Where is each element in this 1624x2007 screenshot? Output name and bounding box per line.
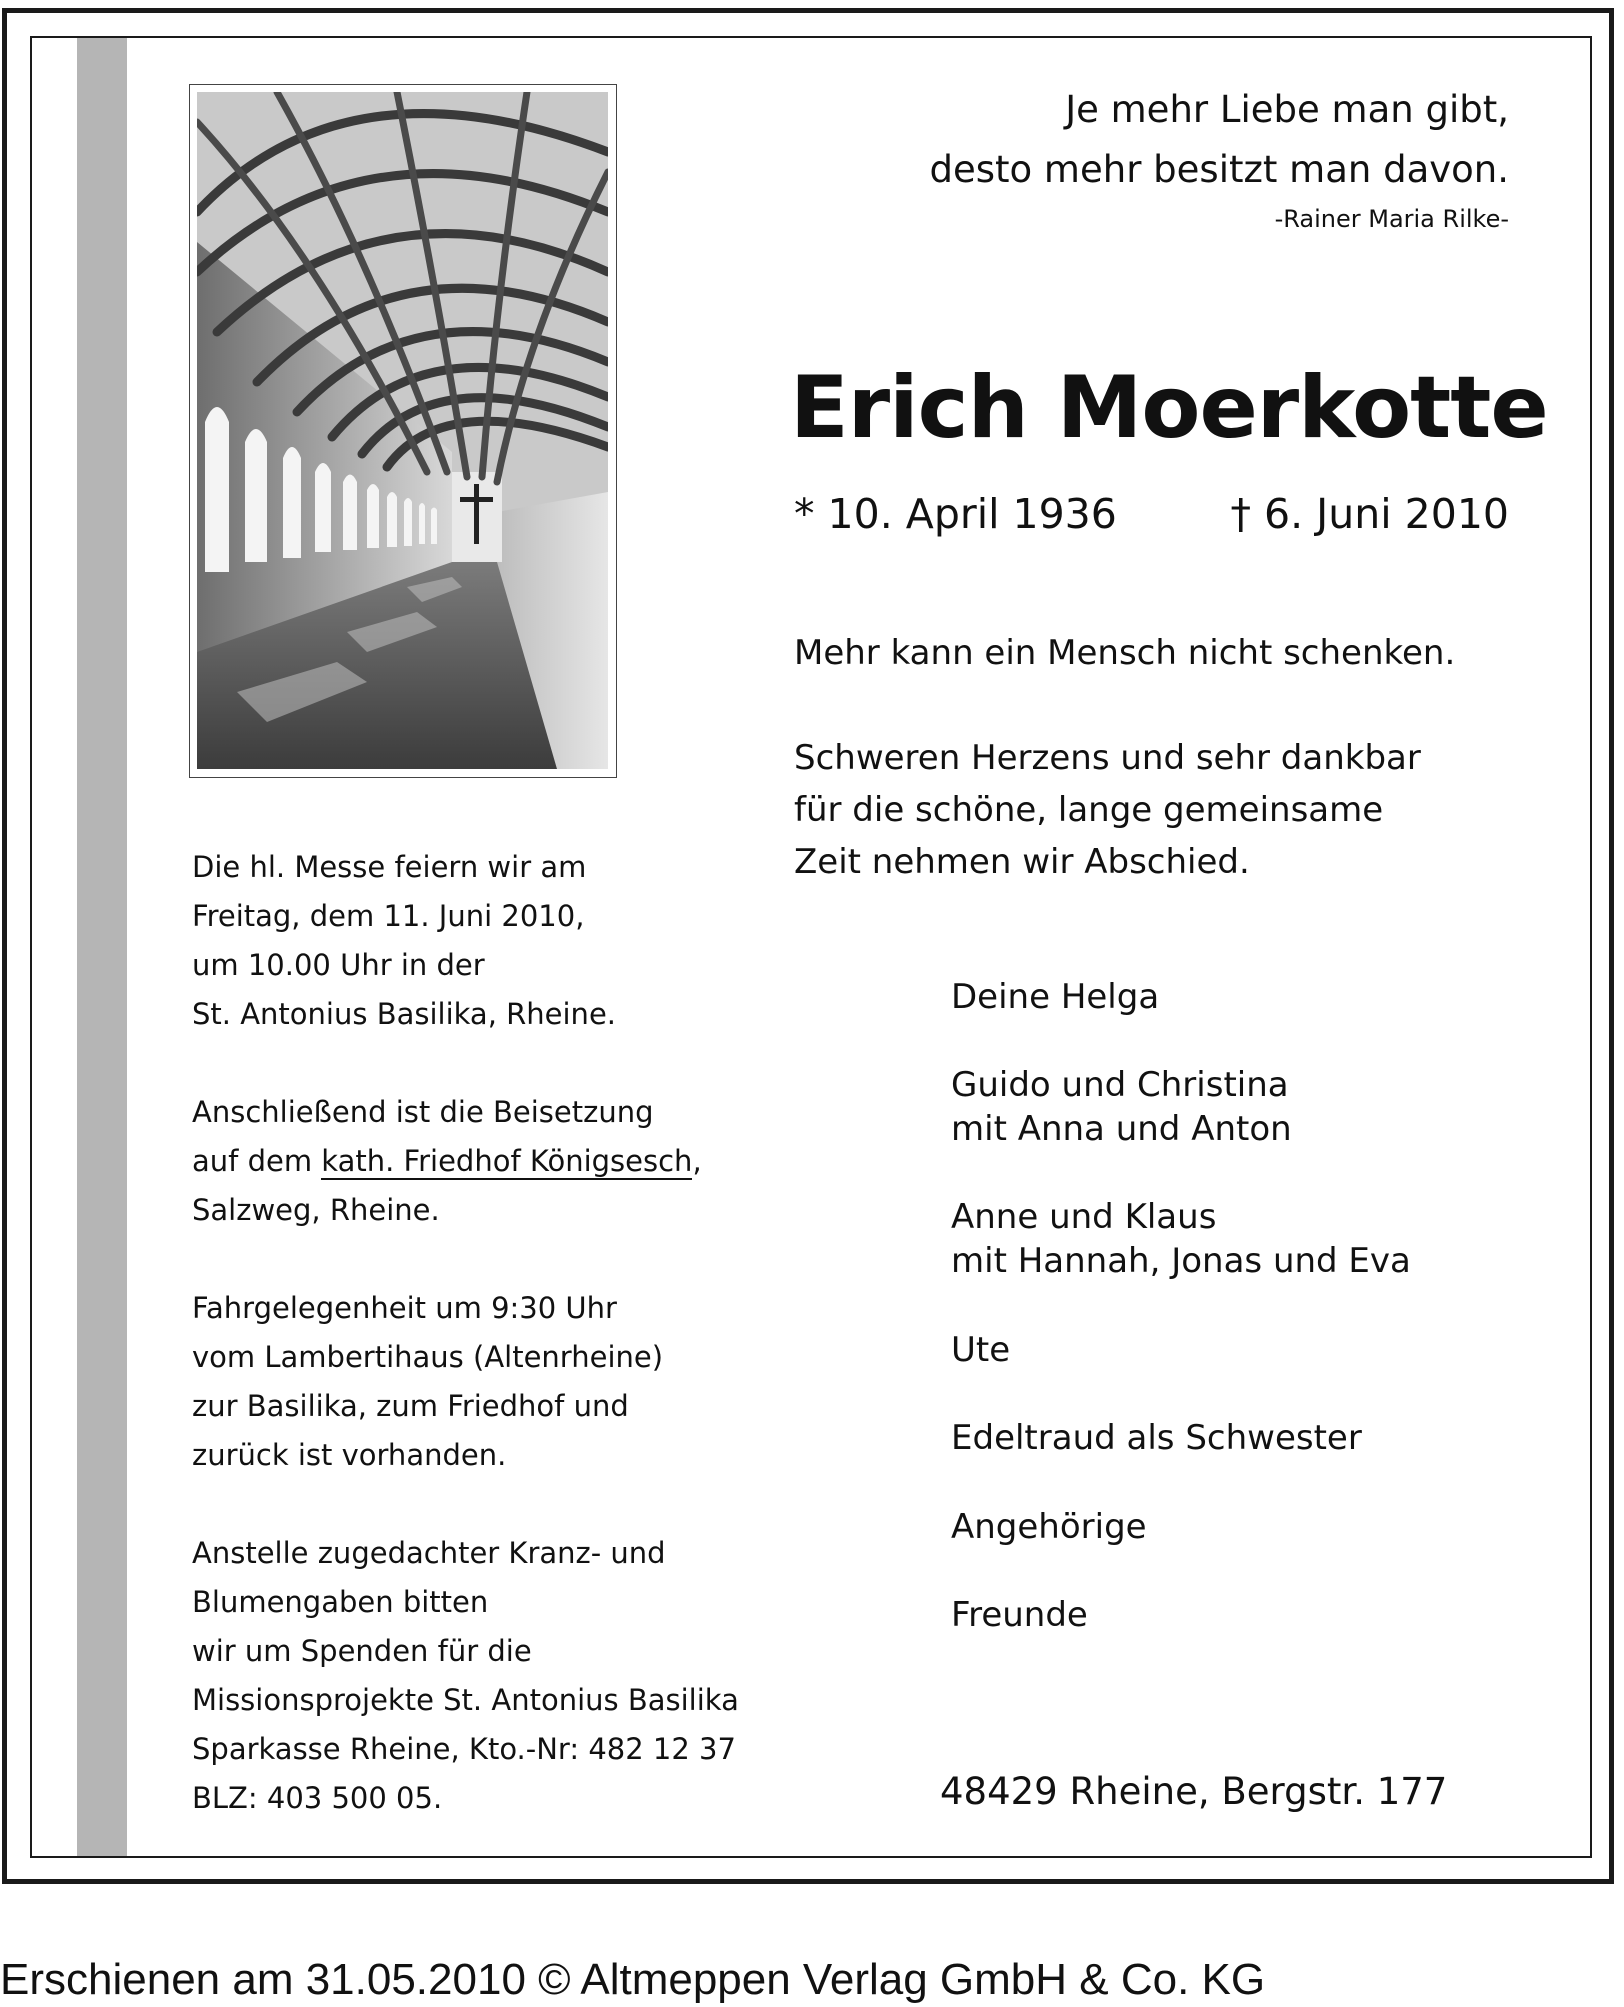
transport-line-3: zur Basilika, zum Friedhof und [192, 1389, 629, 1423]
donation-line-3: wir um Spenden für die [192, 1634, 532, 1668]
burial-line-2 [192, 1137, 702, 1186]
donation-line-4: Missionsprojekte St. Antonius Basilika [192, 1683, 739, 1717]
cloister-photo-frame [189, 84, 617, 778]
birth-date: * 10. April 1936 [794, 490, 1117, 538]
publication-footer: Erschienen am 31.05.2010 © Altmeppen Verlag GmbH & Co. KG [0, 1955, 1266, 2004]
mourner-helga: Deine Helga [951, 977, 1160, 1017]
mass-line-2: Freitag, dem 11. Juni 2010, [192, 899, 585, 933]
epitaph-line: Mehr kann ein Mensch nicht schenken. [794, 633, 1456, 673]
quote-line-2: desto mehr besitzt man davon. [929, 148, 1509, 191]
mass-line-3: um 10.00 Uhr in der [192, 948, 485, 982]
side-stripe [77, 38, 127, 1856]
burial-line-1: Anschließend ist die Beisetzung [192, 1095, 654, 1129]
burial-line-2-post: , [692, 1144, 702, 1178]
donation-line-2: Blumengaben bitten [192, 1585, 489, 1619]
mourner-edeltraud: Edeltraud als Schwester [951, 1418, 1362, 1458]
donation-line-6: BLZ: 403 500 05. [192, 1781, 443, 1815]
transport-line-4: zurück ist vorhanden. [192, 1438, 507, 1472]
death-date: † 6. Juni 2010 [1230, 490, 1509, 538]
cemetery-name: kath. Friedhof Königsesch [321, 1144, 693, 1178]
transport-line-1: Fahrgelegenheit um 9:30 Uhr [192, 1291, 617, 1325]
transport-line-2: vom Lambertihaus (Altenrheine) [192, 1340, 664, 1374]
mourner-anne-children: mit Hannah, Jonas und Eva [951, 1241, 1411, 1281]
donation-line-5: Sparkasse Rheine, Kto.-Nr: 482 12 37 [192, 1732, 736, 1766]
mass-line-4: St. Antonius Basilika, Rheine. [192, 997, 616, 1031]
farewell-line-3: Zeit nehmen wir Abschied. [794, 842, 1250, 882]
mourner-ute: Ute [951, 1330, 1011, 1370]
donation-line-1: Anstelle zugedachter Kranz- und [192, 1536, 666, 1570]
cloister-photo [197, 92, 608, 769]
quote-line-1: Je mehr Liebe man gibt, [1065, 88, 1509, 131]
mourner-freunde: Freunde [951, 1595, 1088, 1635]
mourner-guido-children: mit Anna und Anton [951, 1109, 1292, 1149]
family-address: 48429 Rheine, Bergstr. 177 [940, 1770, 1448, 1813]
mass-line-1: Die hl. Messe feiern wir am [192, 850, 587, 884]
deceased-name: Erich Moerkotte [790, 358, 1548, 458]
burial-line-3: Salzweg, Rheine. [192, 1193, 440, 1227]
cloister-illustration [197, 92, 608, 769]
burial-line-2-pre: auf dem [192, 1144, 322, 1178]
mourner-guido: Guido und Christina [951, 1065, 1289, 1105]
farewell-line-2: für die schöne, lange gemeinsame [794, 790, 1384, 830]
mourner-angehoerige: Angehörige [951, 1507, 1147, 1547]
quote-author: -Rainer Maria Rilke- [1274, 205, 1509, 233]
mourner-anne: Anne und Klaus [951, 1197, 1217, 1237]
farewell-line-1: Schweren Herzens und sehr dankbar [794, 738, 1421, 778]
